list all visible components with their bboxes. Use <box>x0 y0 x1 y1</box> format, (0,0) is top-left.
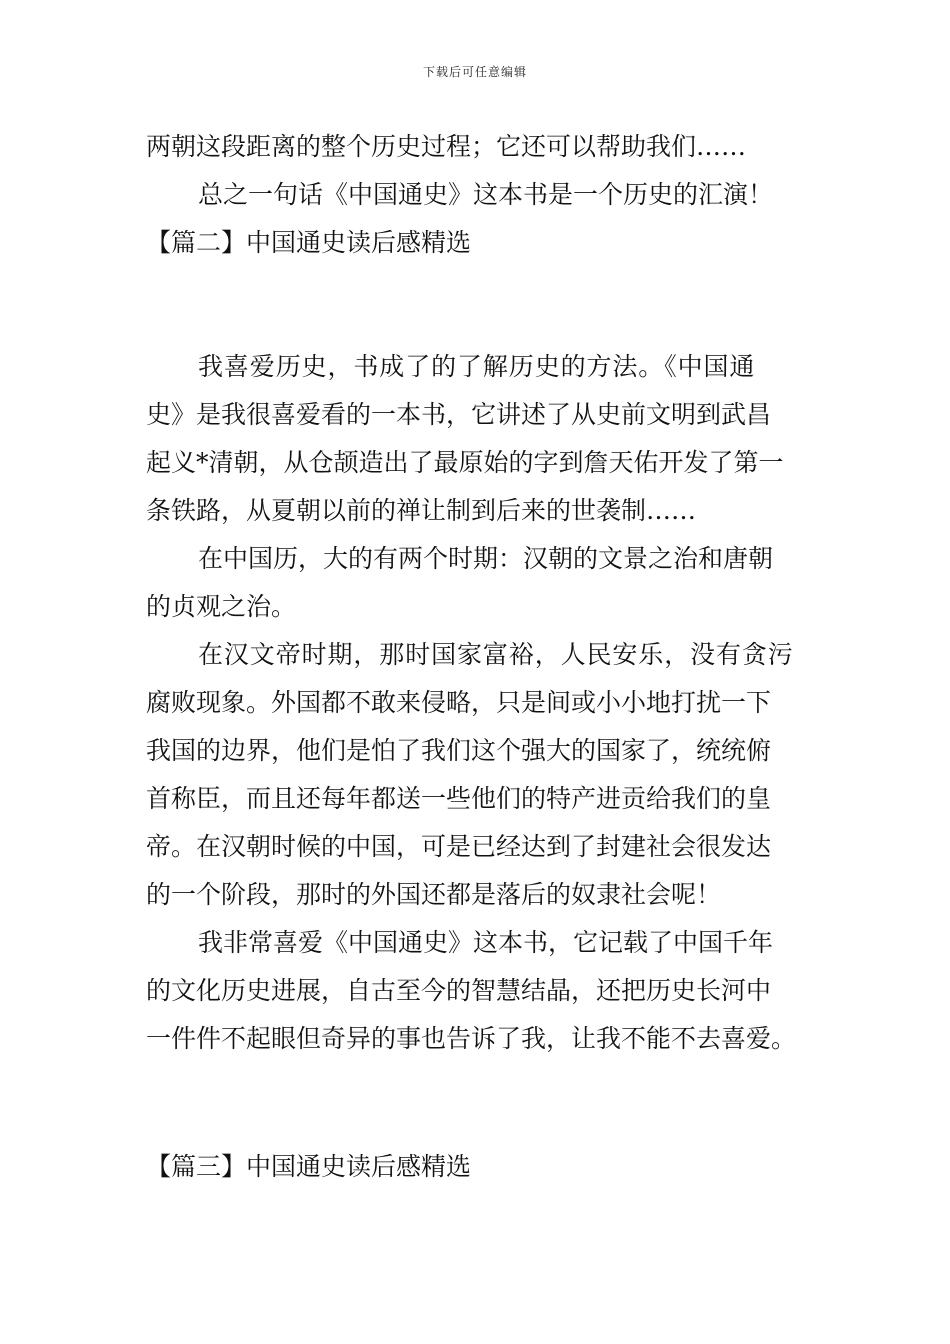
section-heading: 【篇三】中国通史读后感精选 <box>146 1152 472 1181</box>
text-line: 史》是我很喜爱看的一本书，它讲述了从史前文明到武昌 <box>146 400 772 429</box>
text-line: 帝。在汉朝时候的中国，可是已经达到了封建社会很发达 <box>146 832 772 861</box>
text-line: 腐败现象。外国都不敢来侵略，只是间或小小地打扰一下 <box>146 688 772 717</box>
paragraph <box>146 343 810 535</box>
text-line: 首称臣，而且还每年都送一些他们的特产进贡给我们的皇 <box>146 784 772 813</box>
text-line: 起义*清朝，从仓颉造出了最原始的字到詹天佑开发了第一 <box>146 448 784 477</box>
paragraph <box>146 919 810 1063</box>
text-line: 我国的边界，他们是怕了我们这个强大的国家了，统统俯 <box>146 736 772 765</box>
text-line: 一件件不起眼但奇异的事也告诉了我，让我不能不去喜爱。 <box>146 1024 797 1053</box>
text-line: 的文化历史进展，自古至今的智慧结晶，还把历史长河中 <box>146 976 772 1005</box>
text-line: 在汉文帝时期，那时国家富裕，人民安乐，没有贪污 <box>198 640 794 669</box>
page-header-note: 下载后可任意编辑 <box>422 65 527 79</box>
text-line: 在中国历，大的有两个时期：汉朝的文景之治和唐朝 <box>198 544 774 573</box>
blank-space <box>146 1063 810 1143</box>
document-body <box>146 123 810 1191</box>
text-line: 两朝这段距离的整个历史过程；它还可以帮助我们…… <box>146 132 747 161</box>
text-line: 总之一句话《中国通史》这本书是一个历史的汇演！ <box>198 180 774 209</box>
paragraph <box>146 535 810 631</box>
text-line: 我喜爱历史，书成了的了解历史的方法。《中国通 <box>198 352 756 381</box>
section-heading: 【篇二】中国通史读后感精选 <box>146 228 472 257</box>
text-line: 的一个阶段，那时的外国还都是落后的奴隶社会呢！ <box>146 880 722 909</box>
blank-space <box>146 267 810 343</box>
text-line: 的贞观之治。 <box>146 592 297 621</box>
text-line: 我非常喜爱《中国通史》这本书，它记载了中国千年 <box>198 928 774 957</box>
paragraph <box>146 631 810 919</box>
text-line: 条铁路，从夏朝以前的禅让制到后来的世袭制…… <box>146 496 697 525</box>
